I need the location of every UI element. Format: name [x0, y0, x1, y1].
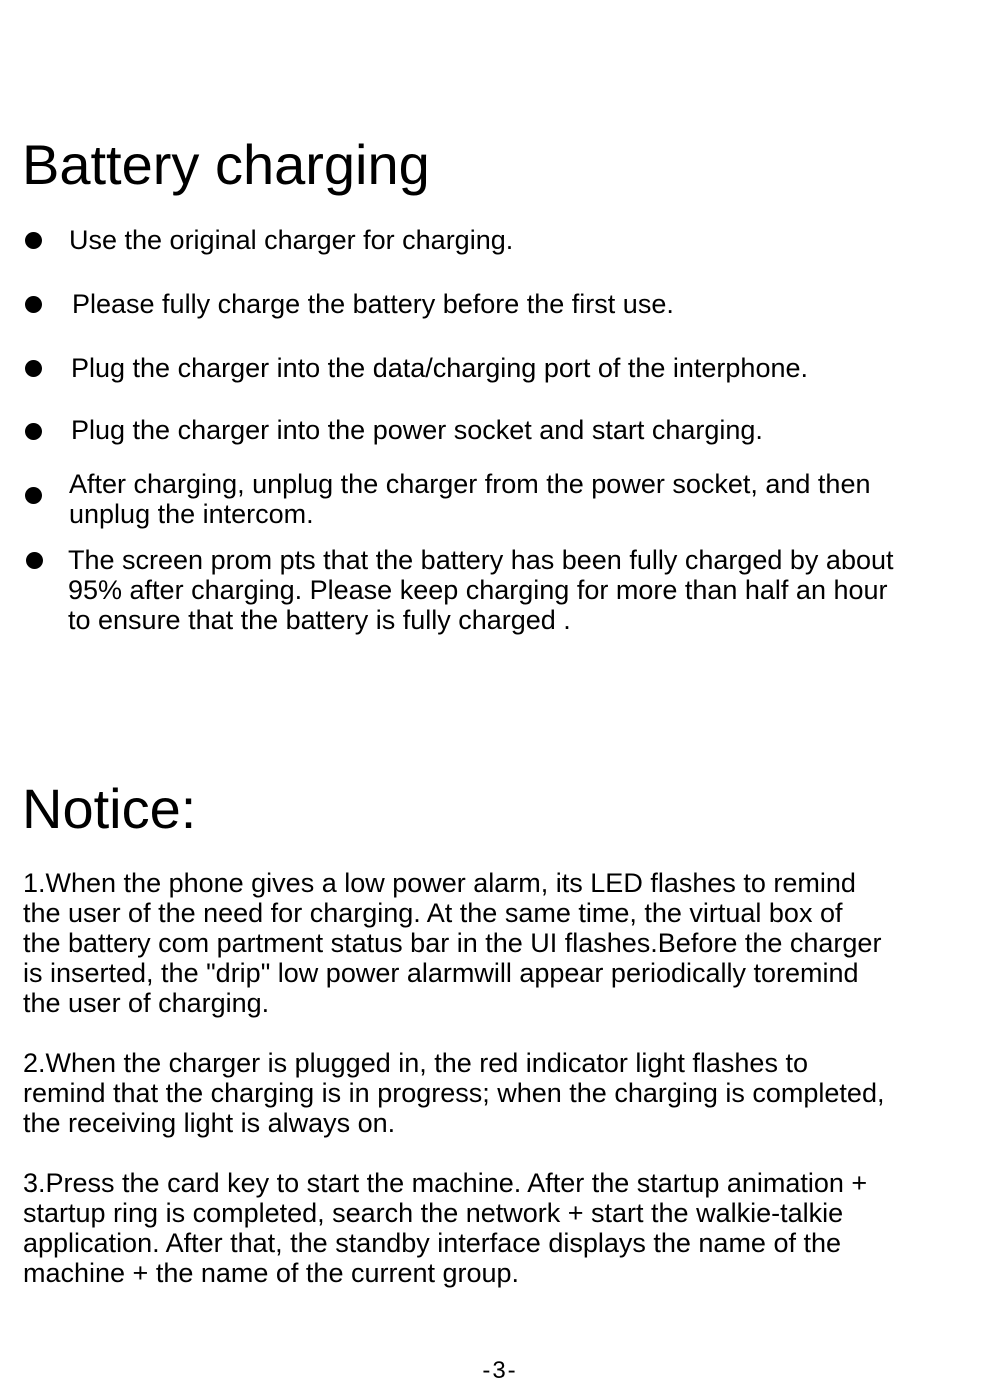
page-number: -3- [482, 1357, 518, 1384]
bullet-text: The screen prom pts that the battery has been fully charged by about 95% after charging. Please keep charging for more than half an hour to ensure that the battery is fully charged . [68, 545, 894, 635]
notice-paragraph: 2.When the charger is plugged in, the red indicator light flashes to remind that the charging is in progress; when the charging is completed, the receiving light is always on. [23, 1048, 885, 1138]
bullet-text: Plug the charger into the power socket and start charging. [71, 415, 763, 445]
notice-paragraph: 3.Press the card key to start the machine. After the startup animation + startup ring is completed, search the network + start the walkie-talkie application. After that, the standby interface displays the name of the machine + the name of the current group. [23, 1168, 868, 1288]
bullet-dot-icon [25, 360, 42, 377]
notice-paragraph: 1.When the phone gives a low power alarm, its LED flashes to remind the user of the need for charging. At the same time, the virtual box of the battery com partment status bar in the UI flashes.Before the charger is inserted, the "drip" low power alarmwill appear periodically toremind the user of charging. [23, 868, 882, 1018]
bullet-dot-icon [25, 296, 42, 313]
battery-charging-heading: Battery charging [22, 133, 430, 196]
bullet-text: Please fully charge the battery before the first use. [72, 289, 674, 319]
bullet-dot-icon [26, 552, 43, 569]
bullet-text: Plug the charger into the data/charging port of the interphone. [71, 353, 809, 383]
bullet-dot-icon [25, 487, 42, 504]
bullet-dot-icon [25, 423, 42, 440]
bullet-text: Use the original charger for charging. [69, 225, 514, 255]
notice-heading: Notice: [22, 777, 197, 840]
bullet-dot-icon [25, 232, 42, 249]
bullet-text: After charging, unplug the charger from the power socket, and then unplug the intercom. [69, 469, 871, 529]
